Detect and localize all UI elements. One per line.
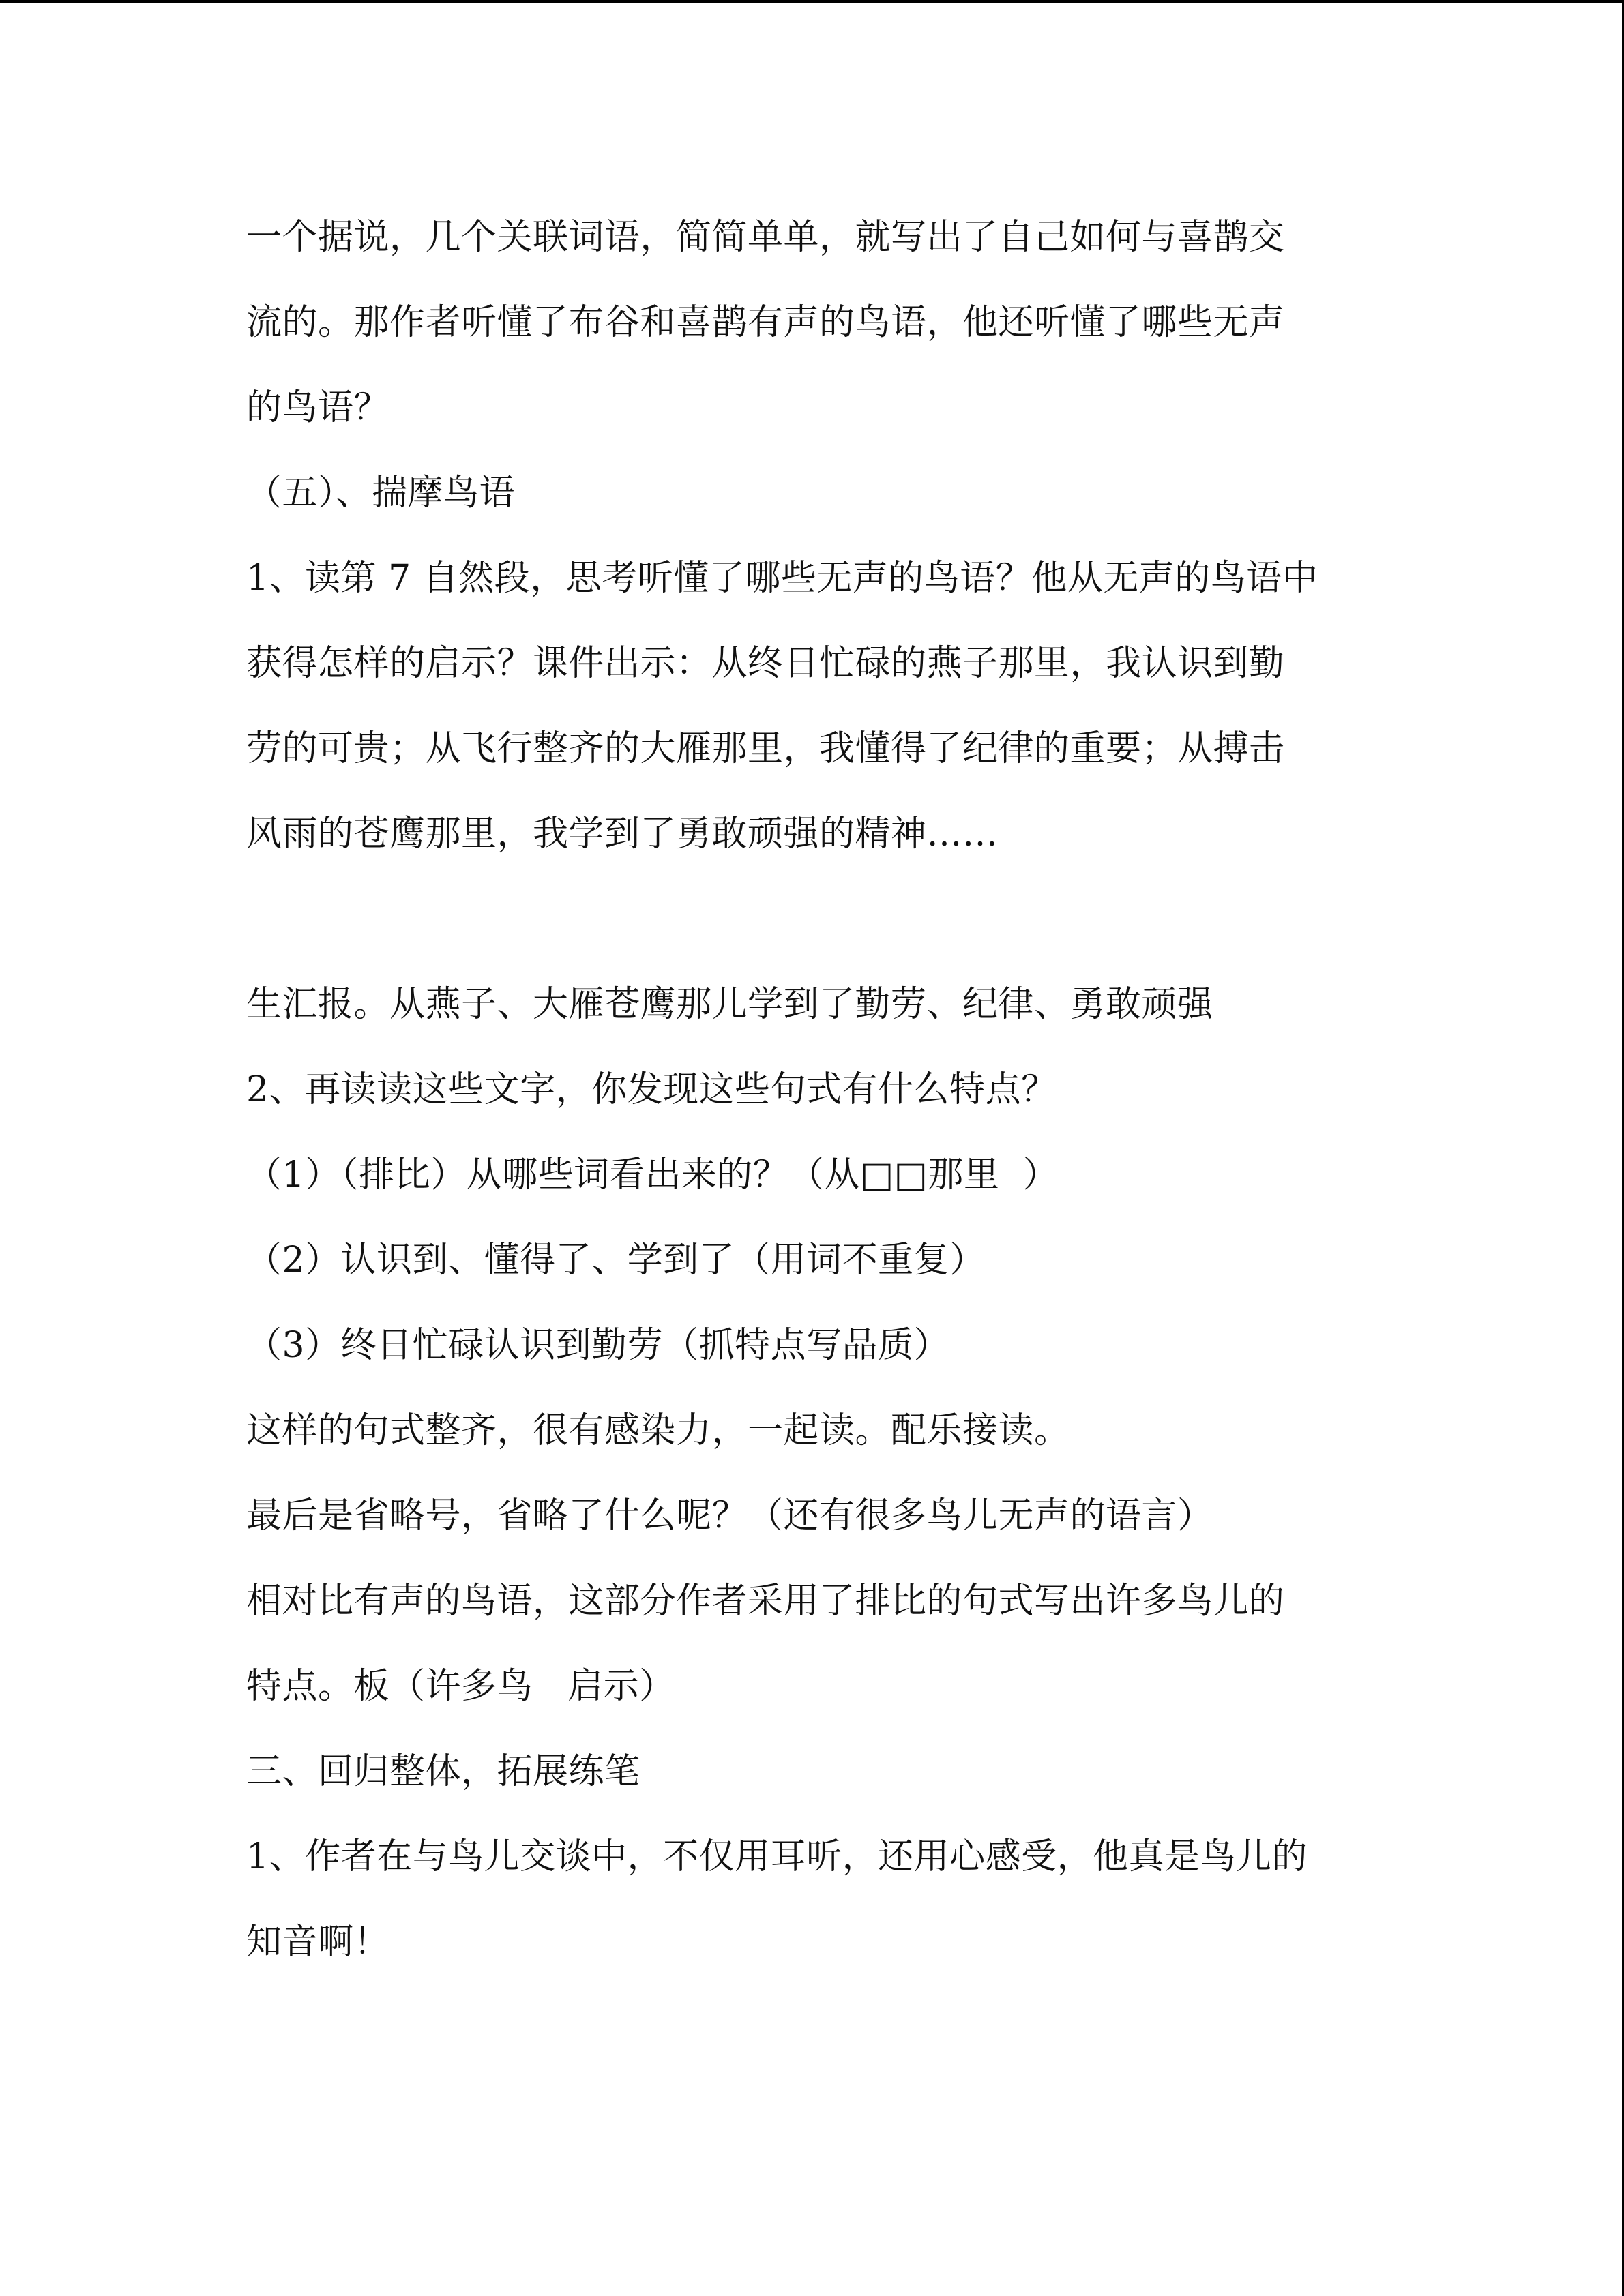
list-item: （2）认识到、懂得了、学到了（用词不重复） xyxy=(246,1240,986,1281)
paragraph-line: 2、再读读这些文字，你发现这些句式有什么特点？ xyxy=(246,1069,1057,1110)
paragraph-line: 的鸟语？ xyxy=(246,387,390,428)
paragraph-line: 特点。板（许多鸟 启示） xyxy=(246,1666,675,1707)
paragraph-line: 风雨的苍鹰那里，我学到了勇敢顽强的精神…… xyxy=(246,814,999,854)
paragraph-line: 1、读第 7 自然段，思考听懂了哪些无声的鸟语？他从无声的鸟语中 xyxy=(246,558,1318,599)
paragraph-line: 知音啊！ xyxy=(246,1922,390,1963)
section-heading: 三、回归整体，拓展练笔 xyxy=(246,1751,640,1792)
list-item: （3）终日忙碌认识到勤劳（抓特点写品质） xyxy=(246,1325,950,1366)
paragraph-line: 1、作者在与鸟儿交谈中，不仅用耳听，还用心感受，他真是鸟儿的 xyxy=(246,1836,1308,1877)
section-heading: （五）、揣摩鸟语 xyxy=(246,473,516,513)
paragraph-line: 劳的可贵；从飞行整齐的大雁那里，我懂得了纪律的重要；从搏击 xyxy=(246,728,1285,769)
top-border-line xyxy=(0,0,1624,3)
paragraph-line: 获得怎样的启示？课件出示：从终日忙碌的燕子那里，我认识到勤 xyxy=(246,643,1285,684)
paragraph-line: 流的。那作者听懂了布谷和喜鹊有声的鸟语，他还听懂了哪些无声 xyxy=(246,302,1285,343)
paragraph-line: 相对比有声的鸟语，这部分作者采用了排比的句式写出许多鸟儿的 xyxy=(246,1581,1285,1622)
paragraph-line: 一个据说，几个关联词语，简简单单，就写出了自己如何与喜鹊交 xyxy=(246,217,1285,258)
paragraph-line: 这样的句式整齐，很有感染力，一起读。配乐接读。 xyxy=(246,1410,1070,1451)
list-item: （1）（排比）从哪些词看出来的？（从□□那里 ） xyxy=(246,1154,1059,1195)
paragraph-line: 生汇报。从燕子、大雁苍鹰那儿学到了勤劳、纪律、勇敢顽强 xyxy=(246,984,1213,1025)
paragraph-line: 最后是省略号，省略了什么呢？（还有很多鸟儿无声的语言） xyxy=(246,1495,1213,1536)
